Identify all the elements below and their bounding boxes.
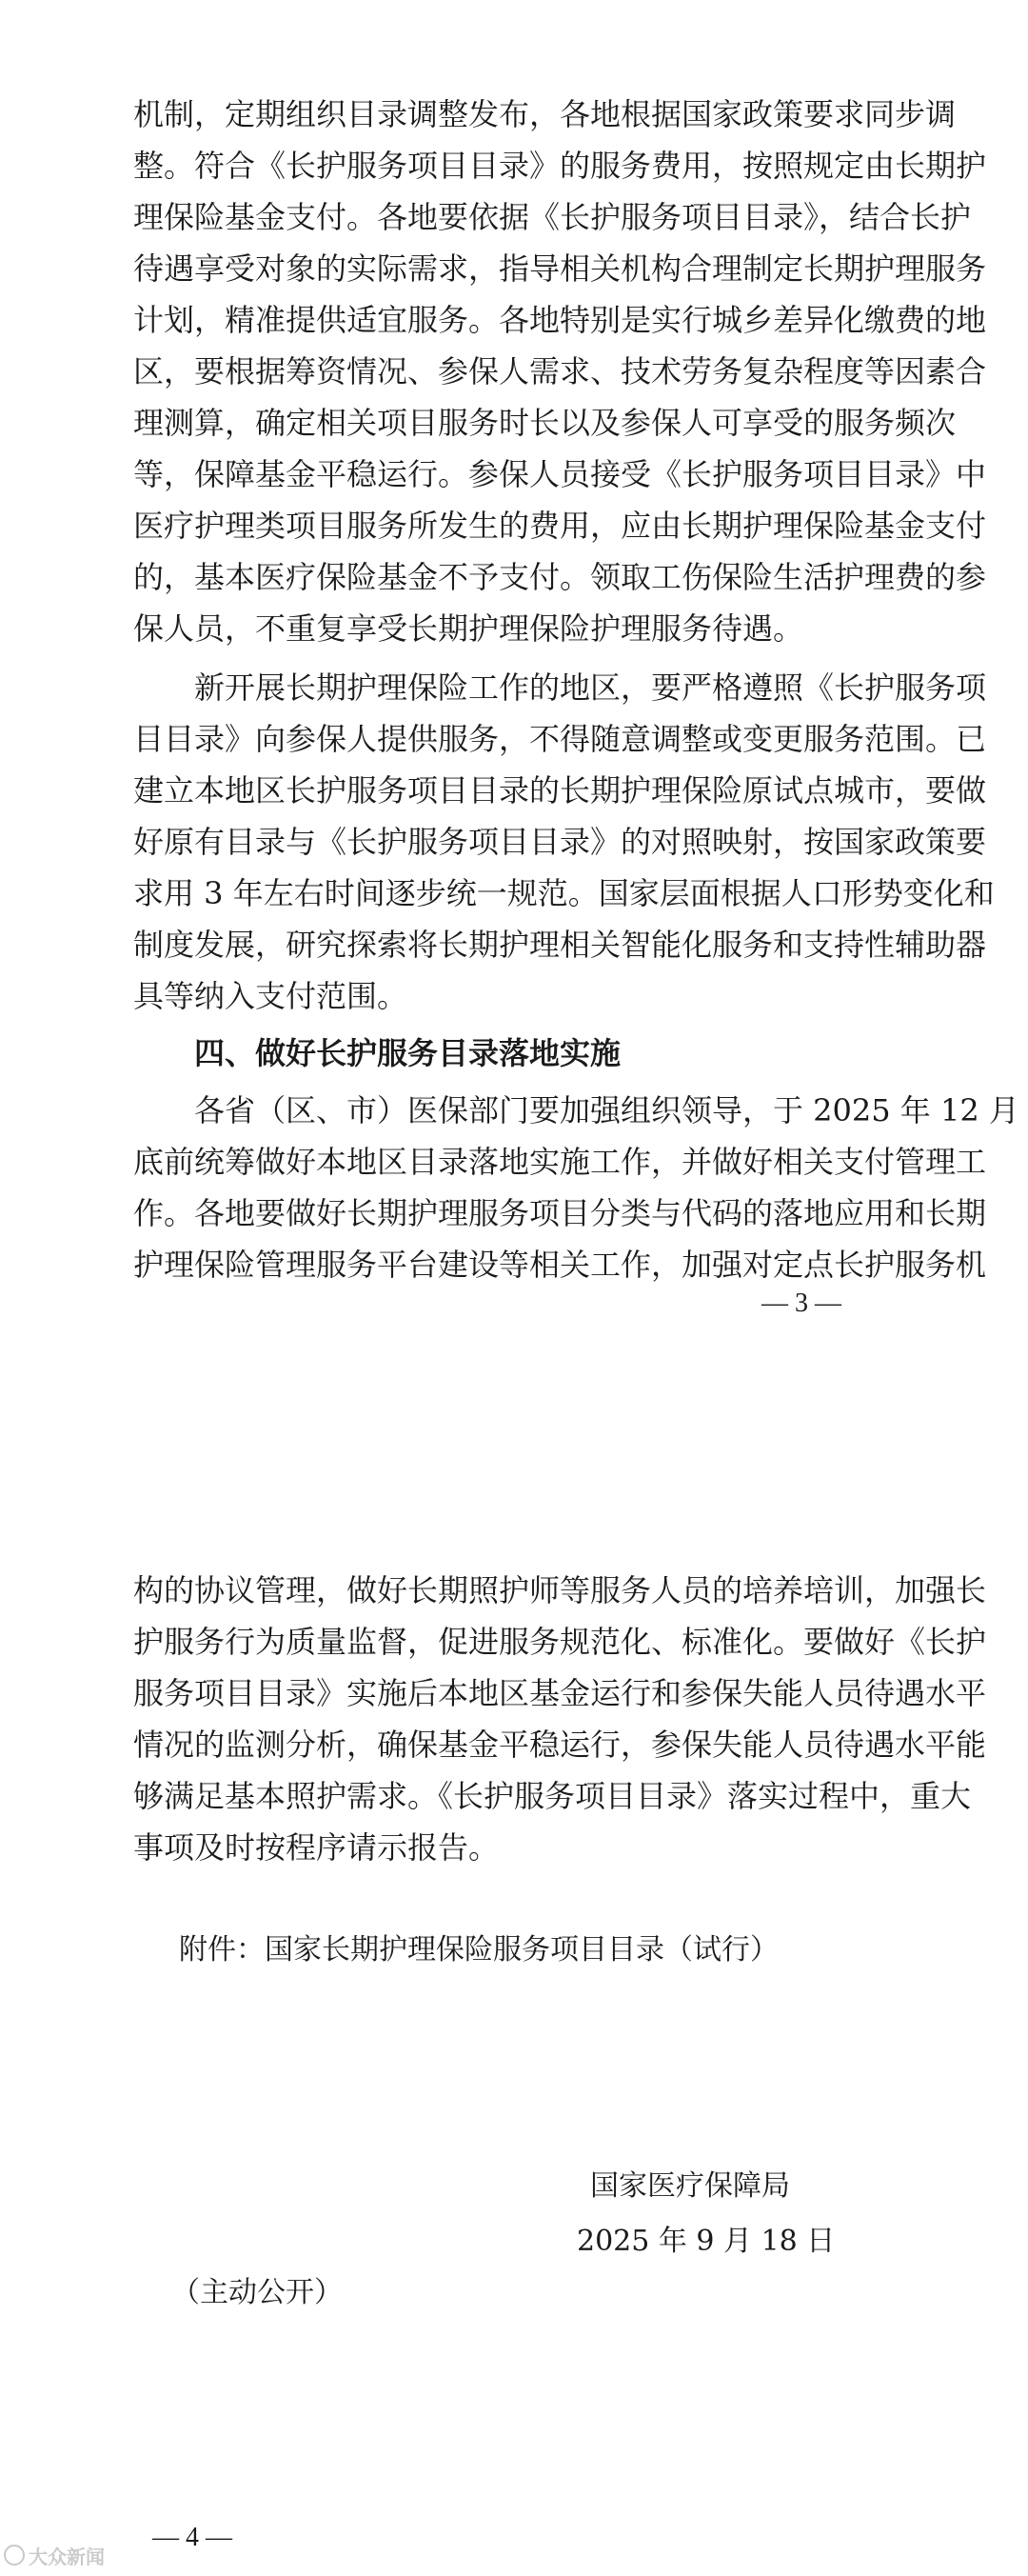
- body-line: 理保险基金支付。各地要依据《长护服务项目目录》，结合长护: [133, 199, 972, 235]
- body-line: 机制，定期组织目录调整发布，各地根据国家政策要求同步调: [133, 96, 957, 132]
- watermark-logo-icon: [4, 2545, 25, 2566]
- page-4-body: [133, 1571, 987, 1876]
- page-number: — 3 —: [761, 1288, 841, 1318]
- body-line: 新开展长期护理保险工作的地区，要严格遵照《长护服务项: [194, 669, 987, 706]
- body-line: 作。各地要做好长期护理服务项目分类与代码的落地应用和长期: [133, 1195, 987, 1231]
- body-line: 制度发展，研究探索将长期护理相关智能化服务和支持性辅助器: [133, 927, 987, 963]
- issuer-name: 国家医疗保障局: [590, 2169, 790, 2203]
- body-line: 情况的监测分析，确保基金平稳运行，参保失能人员待遇水平能: [133, 1727, 987, 1763]
- attachment-note: 附件：国家长期护理保险服务项目目录（试行）: [179, 1933, 779, 1967]
- page-number: — 4 —: [152, 2523, 232, 2552]
- section-heading: 四、做好长护服务目录落地实施: [194, 1035, 622, 1071]
- page-4: [0, 1524, 1028, 2576]
- watermark-text: 大众新闻: [29, 2545, 105, 2568]
- body-line: 护理保险管理服务平台建设等相关工作，加强对定点长护服务机: [133, 1247, 987, 1283]
- body-line: 护服务行为质量监督，促进服务规范化、标准化。要做好《长护: [133, 1624, 987, 1660]
- body-line: 目目录》向参保人提供服务，不得随意调整或变更服务范围。已: [133, 721, 987, 757]
- watermark: [0, 2541, 152, 2569]
- body-line: 医疗护理类项目服务所发生的费用，应由长期护理保险基金支付: [133, 508, 987, 544]
- body-line: 构的协议管理，做好长期照护师等服务人员的培养培训，加强长: [133, 1572, 987, 1608]
- body-line: 理测算，确定相关项目服务时长以及参保人可享受的服务频次: [133, 405, 957, 441]
- body-line: 区，要根据筹资情况、参保人需求、技术劳务复杂程度等因素合: [133, 353, 987, 389]
- body-line: 服务项目目录》实施后本地区基金运行和参保失能人员待遇水平: [133, 1675, 987, 1711]
- body-line: 够满足基本照护需求。《长护服务项目目录》落实过程中，重大: [133, 1778, 972, 1814]
- body-line: 事项及时按程序请示报告。: [133, 1829, 500, 1866]
- body-line: 各省（区、市）医保部门要加强组织领导，于 2025 年 12 月: [194, 1092, 1019, 1128]
- body-line: 计划，精准提供适宜服务。各地特别是实行城乡差异化缴费的地: [133, 302, 987, 338]
- body-line: 建立本地区长护服务项目目录的长期护理保险原试点城市，要做: [133, 772, 987, 809]
- body-line: 好原有目录与《长护服务项目目录》的对照映射，按国家政策要: [133, 824, 987, 860]
- issue-date: 2025 年 9 月 18 日: [577, 2225, 836, 2258]
- body-line: 整。符合《长护服务项目目录》的服务费用，按照规定由长期护: [133, 148, 987, 184]
- body-line: 待遇享受对象的实际需求，指导相关机构合理制定长期护理服务: [133, 250, 987, 287]
- body-line: 具等纳入支付范围。: [133, 978, 408, 1014]
- body-line: 保人员，不重复享受长期护理保险护理服务待遇。: [133, 610, 804, 647]
- body-line: 底前统筹做好本地区目录落地实施工作，并做好相关支付管理工: [133, 1144, 987, 1180]
- body-line: 等，保障基金平稳运行。参保人员接受《长护服务项目目录》中: [133, 456, 987, 492]
- disclosure-label: （主动公开）: [171, 2276, 343, 2309]
- page-3-body: [133, 95, 1019, 1283]
- body-line: 求用 3 年左右时间逐步统一规范。国家层面根据人口形势变化和: [133, 875, 995, 911]
- body-line: 的，基本医疗保险基金不予支付。领取工伤保险生活护理费的参: [133, 559, 987, 595]
